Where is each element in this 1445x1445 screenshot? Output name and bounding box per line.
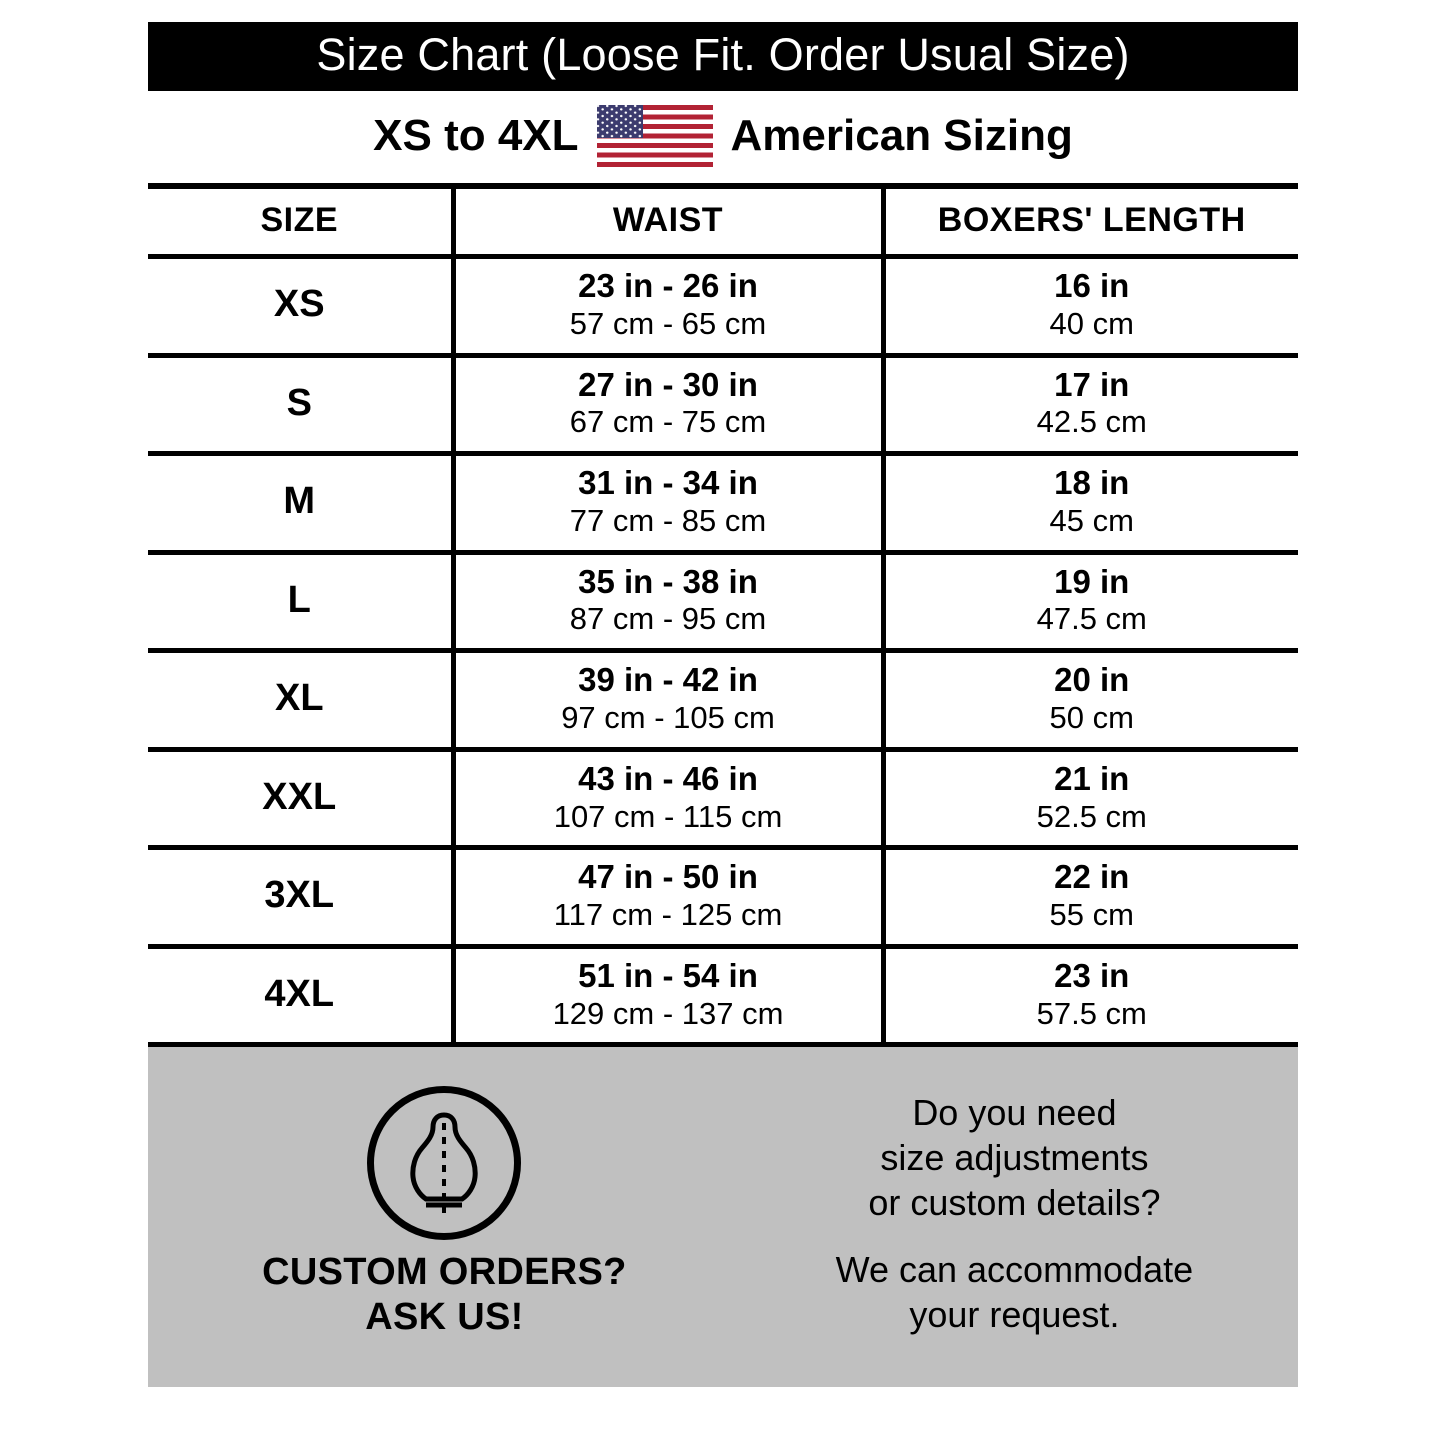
flag-stars (597, 105, 643, 138)
cell-size: XXL (148, 749, 453, 848)
cell-waist-inches: 27 in - 30 in (578, 365, 758, 403)
footer-left-column (148, 1086, 741, 1341)
footer-answer-line1: We can accommodate (835, 1248, 1194, 1290)
custom-orders-heading (262, 1250, 627, 1341)
cell-length (883, 946, 1298, 1045)
footer-answer (741, 1247, 1288, 1337)
cell-length-inches: 18 in (1054, 464, 1130, 502)
cell-length-inches: 20 in (1054, 661, 1130, 699)
footer-question-line1: Do you need (912, 1091, 1117, 1133)
cell-waist (453, 454, 883, 553)
measurements-table (148, 183, 1298, 1047)
custom-orders-line1: CUSTOM ORDERS? (262, 1250, 627, 1293)
chart-title-bar (148, 22, 1298, 91)
footer-answer-line2: your request. (909, 1293, 1120, 1335)
table-row (148, 454, 1298, 553)
cell-waist-inches: 43 in - 46 in (578, 759, 758, 797)
cell-waist-inches: 23 in - 26 in (578, 267, 758, 304)
dress-form-mannequin-icon (367, 1086, 521, 1240)
cell-waist (453, 946, 883, 1045)
subtitle-left: XS to 4XL (373, 111, 579, 160)
cell-length-cm: 47.5 cm (1036, 601, 1147, 637)
cell-length-inches: 22 in (1054, 858, 1130, 896)
cell-waist (453, 552, 883, 651)
cell-waist-cm: 77 cm - 85 cm (569, 502, 767, 538)
table-row (148, 651, 1298, 750)
table-row (148, 946, 1298, 1045)
cell-size: S (148, 355, 453, 454)
cell-waist (453, 355, 883, 454)
cell-waist-cm: 87 cm - 95 cm (569, 601, 767, 637)
column-header-size: SIZE (148, 186, 453, 257)
subtitle-row (148, 91, 1298, 183)
size-chart (148, 22, 1298, 1387)
cell-length (883, 848, 1298, 947)
cell-length-inches: 21 in (1054, 759, 1130, 797)
cell-length-inches: 16 in (1054, 267, 1130, 304)
footer-right-column (741, 1090, 1298, 1337)
table-row (148, 848, 1298, 947)
cell-waist-inches: 39 in - 42 in (578, 661, 758, 699)
cell-length-cm: 45 cm (1049, 502, 1134, 538)
cell-length-cm: 52.5 cm (1036, 798, 1147, 834)
cell-length-inches: 19 in (1054, 562, 1130, 600)
cell-waist-inches: 51 in - 54 in (578, 956, 758, 994)
table-header-row (148, 186, 1298, 257)
usa-flag-icon (597, 105, 713, 167)
cell-waist-cm: 67 cm - 75 cm (569, 404, 767, 440)
custom-orders-line2: ASK US! (365, 1296, 524, 1339)
cell-waist-cm: 117 cm - 125 cm (553, 897, 783, 933)
cell-waist-cm: 57 cm - 65 cm (569, 305, 767, 341)
footer-question (741, 1090, 1288, 1225)
cell-size: M (148, 454, 453, 553)
cell-waist-cm: 97 cm - 105 cm (561, 700, 775, 735)
cell-length (883, 651, 1298, 750)
cell-length-cm: 42.5 cm (1036, 404, 1147, 440)
cell-waist-inches: 47 in - 50 in (578, 858, 758, 896)
cell-size: L (148, 552, 453, 651)
cell-length-cm: 57.5 cm (1036, 995, 1147, 1031)
subtitle-right: American Sizing (730, 111, 1073, 160)
page-title: Size Chart (Loose Fit. Order Usual Size) (316, 29, 1130, 80)
cell-length-cm: 50 cm (1049, 700, 1134, 735)
cell-size: 4XL (148, 946, 453, 1045)
cell-length (883, 454, 1298, 553)
cell-size: XL (148, 651, 453, 750)
cell-size: 3XL (148, 848, 453, 947)
table-row (148, 257, 1298, 356)
column-header-waist: WAIST (453, 186, 883, 257)
cell-length (883, 749, 1298, 848)
footer-question-line3: or custom details? (868, 1181, 1161, 1223)
cell-length (883, 552, 1298, 651)
cell-length-inches: 23 in (1054, 956, 1130, 994)
cell-length-cm: 40 cm (1049, 305, 1134, 341)
footer-question-line2: size adjustments (880, 1136, 1149, 1178)
column-header-length: BOXERS' LENGTH (883, 186, 1298, 257)
cell-waist-inches: 31 in - 34 in (578, 464, 758, 502)
cell-waist (453, 257, 883, 356)
cell-length (883, 355, 1298, 454)
cell-waist-cm: 129 cm - 137 cm (552, 995, 784, 1031)
cell-waist-inches: 35 in - 38 in (578, 562, 758, 600)
cell-waist (453, 848, 883, 947)
cell-length-cm: 55 cm (1049, 897, 1134, 933)
cell-waist (453, 651, 883, 750)
cell-length-inches: 17 in (1054, 365, 1130, 403)
cell-waist-cm: 107 cm - 115 cm (553, 798, 783, 834)
table-row (148, 552, 1298, 651)
table-row (148, 355, 1298, 454)
cell-length (883, 257, 1298, 356)
cell-size: XS (148, 257, 453, 356)
table-row (148, 749, 1298, 848)
custom-orders-footer (148, 1047, 1298, 1387)
cell-waist (453, 749, 883, 848)
